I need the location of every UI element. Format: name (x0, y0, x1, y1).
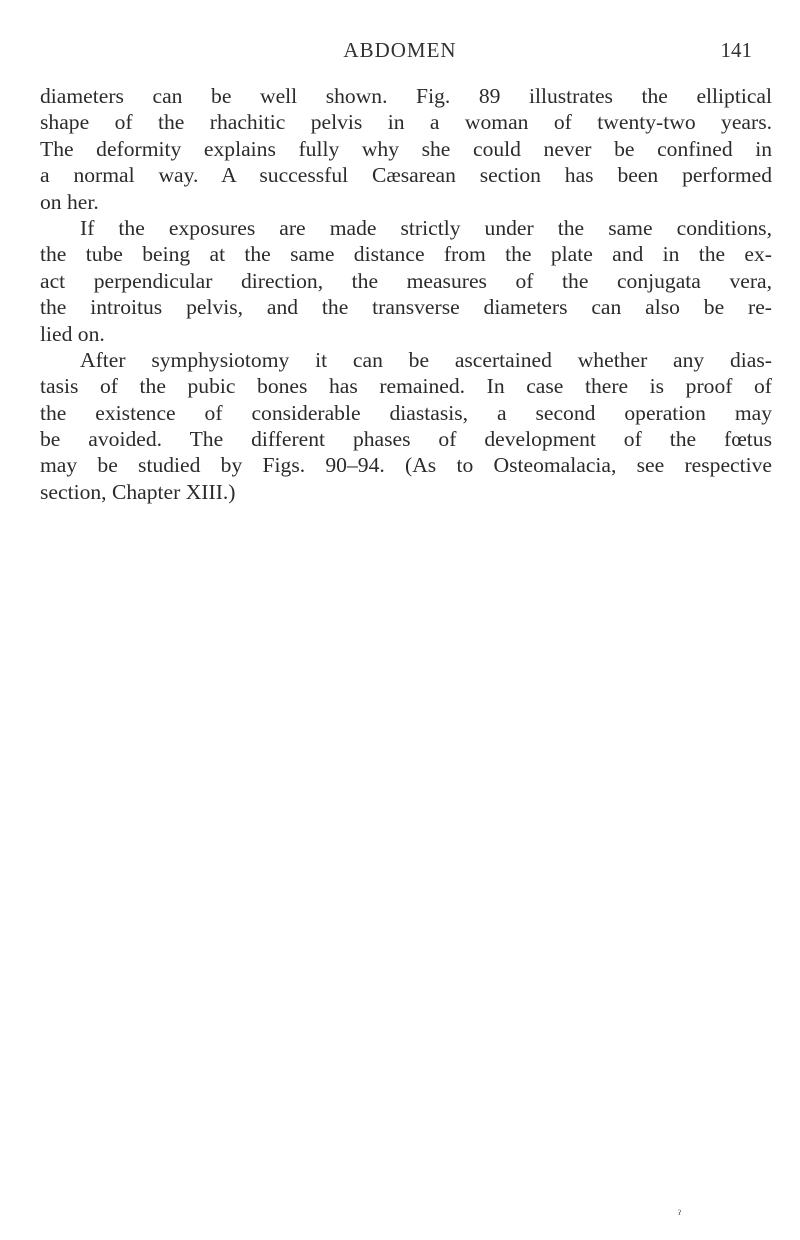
page-number: 141 (720, 38, 752, 62)
text-line: The deformity explains fully why she could never be confined in (40, 136, 772, 161)
text-line: shape of the rhachitic pelvis in a woman of twenty-two years. (40, 110, 772, 135)
text-line: may be studied by Figs. 90–94. (As to Osteomalacia, see respective (40, 453, 772, 478)
running-title: ABDOMEN (343, 38, 457, 62)
footer-mark: ˀ (678, 1208, 682, 1222)
text-line: act perpendicular direction, the measures of the conjugata vera, (40, 268, 772, 293)
text-line: lied on. (40, 321, 105, 346)
body-text (40, 83, 772, 505)
text-line: the existence of considerable diastasis, a second operation may (40, 400, 772, 425)
text-line: After symphysiotomy it can be ascertained whether any dias- (80, 347, 772, 372)
text-line: a normal way. A successful Cæsarean section has been performed (40, 163, 772, 188)
text-line: tasis of the pubic bones has remained. In case there is proof of (40, 374, 772, 399)
text-line: If the exposures are made strictly under the same conditions, (80, 215, 772, 240)
text-line: the tube being at the same distance from the plate and in the ex- (40, 242, 772, 267)
text-line: section, Chapter XIII.) (40, 479, 236, 504)
text-line: be avoided. The different phases of development of the fœtus (40, 427, 772, 452)
text-line: on her. (40, 189, 99, 214)
text-line: the introitus pelvis, and the transverse diameters can also be re- (40, 295, 772, 320)
running-head (0, 38, 800, 68)
text-line: diameters can be well shown. Fig. 89 illustrates the elliptical (40, 84, 772, 108)
